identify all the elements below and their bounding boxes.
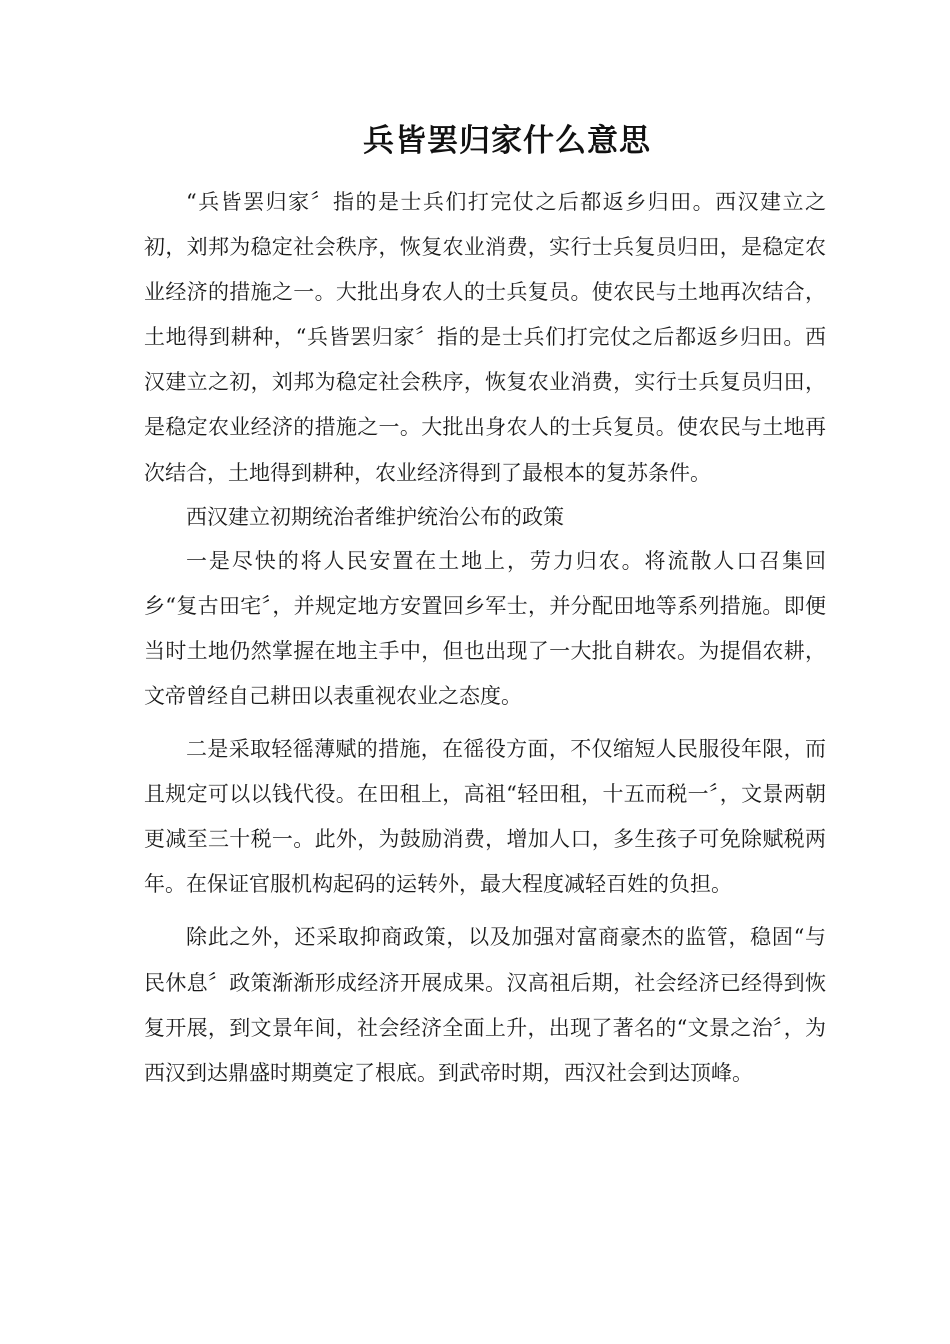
paragraph-policy-one: 一是尽快的将人民安置在土地上，劳力归农。将流散人口召集回乡“复古田宅〞，并规定地方安置回乡军士，并分配田地等系列措施。即便当时土地仍然掌握在地主手中，但也出现了一大批自耕农。为提倡农耕，文帝曾经自己耕田以表重视农业之态度。	[144, 548, 826, 708]
document-body	[144, 180, 826, 1096]
paragraph-conclusion: 除此之外，还采取抑商政策，以及加强对富商豪杰的监管，稳固“与民休息〞政策渐渐形成经济开展成果。汉高祖后期，社会经济已经得到恢复开展，到文景年间，社会经济全面上升，出现了著名的“文景之治〞，为西汉到达鼎盛时期奠定了根底。到武帝时期，西汉社会到达顶峰。	[144, 925, 826, 1085]
paragraph-heading-policies: 西汉建立初期统治者维护统治公布的政策	[186, 504, 564, 529]
paragraph-policy-two: 二是采取轻徭薄赋的措施，在徭役方面，不仅缩短人民服役年限，而且规定可以以钱代役。在田租上，高祖“轻田租，十五而税一〞，文景两朝更减至三十税一。此外，为鼓励消费，增加人口，多生孩子可免除赋税两年。在保证官服机构起码的运转外，最大程度减轻百姓的负担。	[144, 737, 826, 897]
document-title: 兵皆罢归家什么意思	[363, 123, 651, 159]
paragraph-intro: “兵皆罢归家〞指的是士兵们打完仗之后都返乡归田。西汉建立之初，刘邦为稳定社会秩序，恢复农业消费，实行士兵复员归田，是稳定农业经济的措施之一。大批出身农人的士兵复员。使农民与土地再次结合，土地得到耕种，“兵皆罢归家〞指的是士兵们打完仗之后都返乡归田。西汉建立之初，刘邦为稳定社会秩序，恢复农业消费，实行士兵复员归田，是稳定农业经济的措施之一。大批出身农人的士兵复员。使农民与土地再次结合，土地得到耕种，农业经济得到了最根本的复苏条件。	[144, 190, 826, 485]
